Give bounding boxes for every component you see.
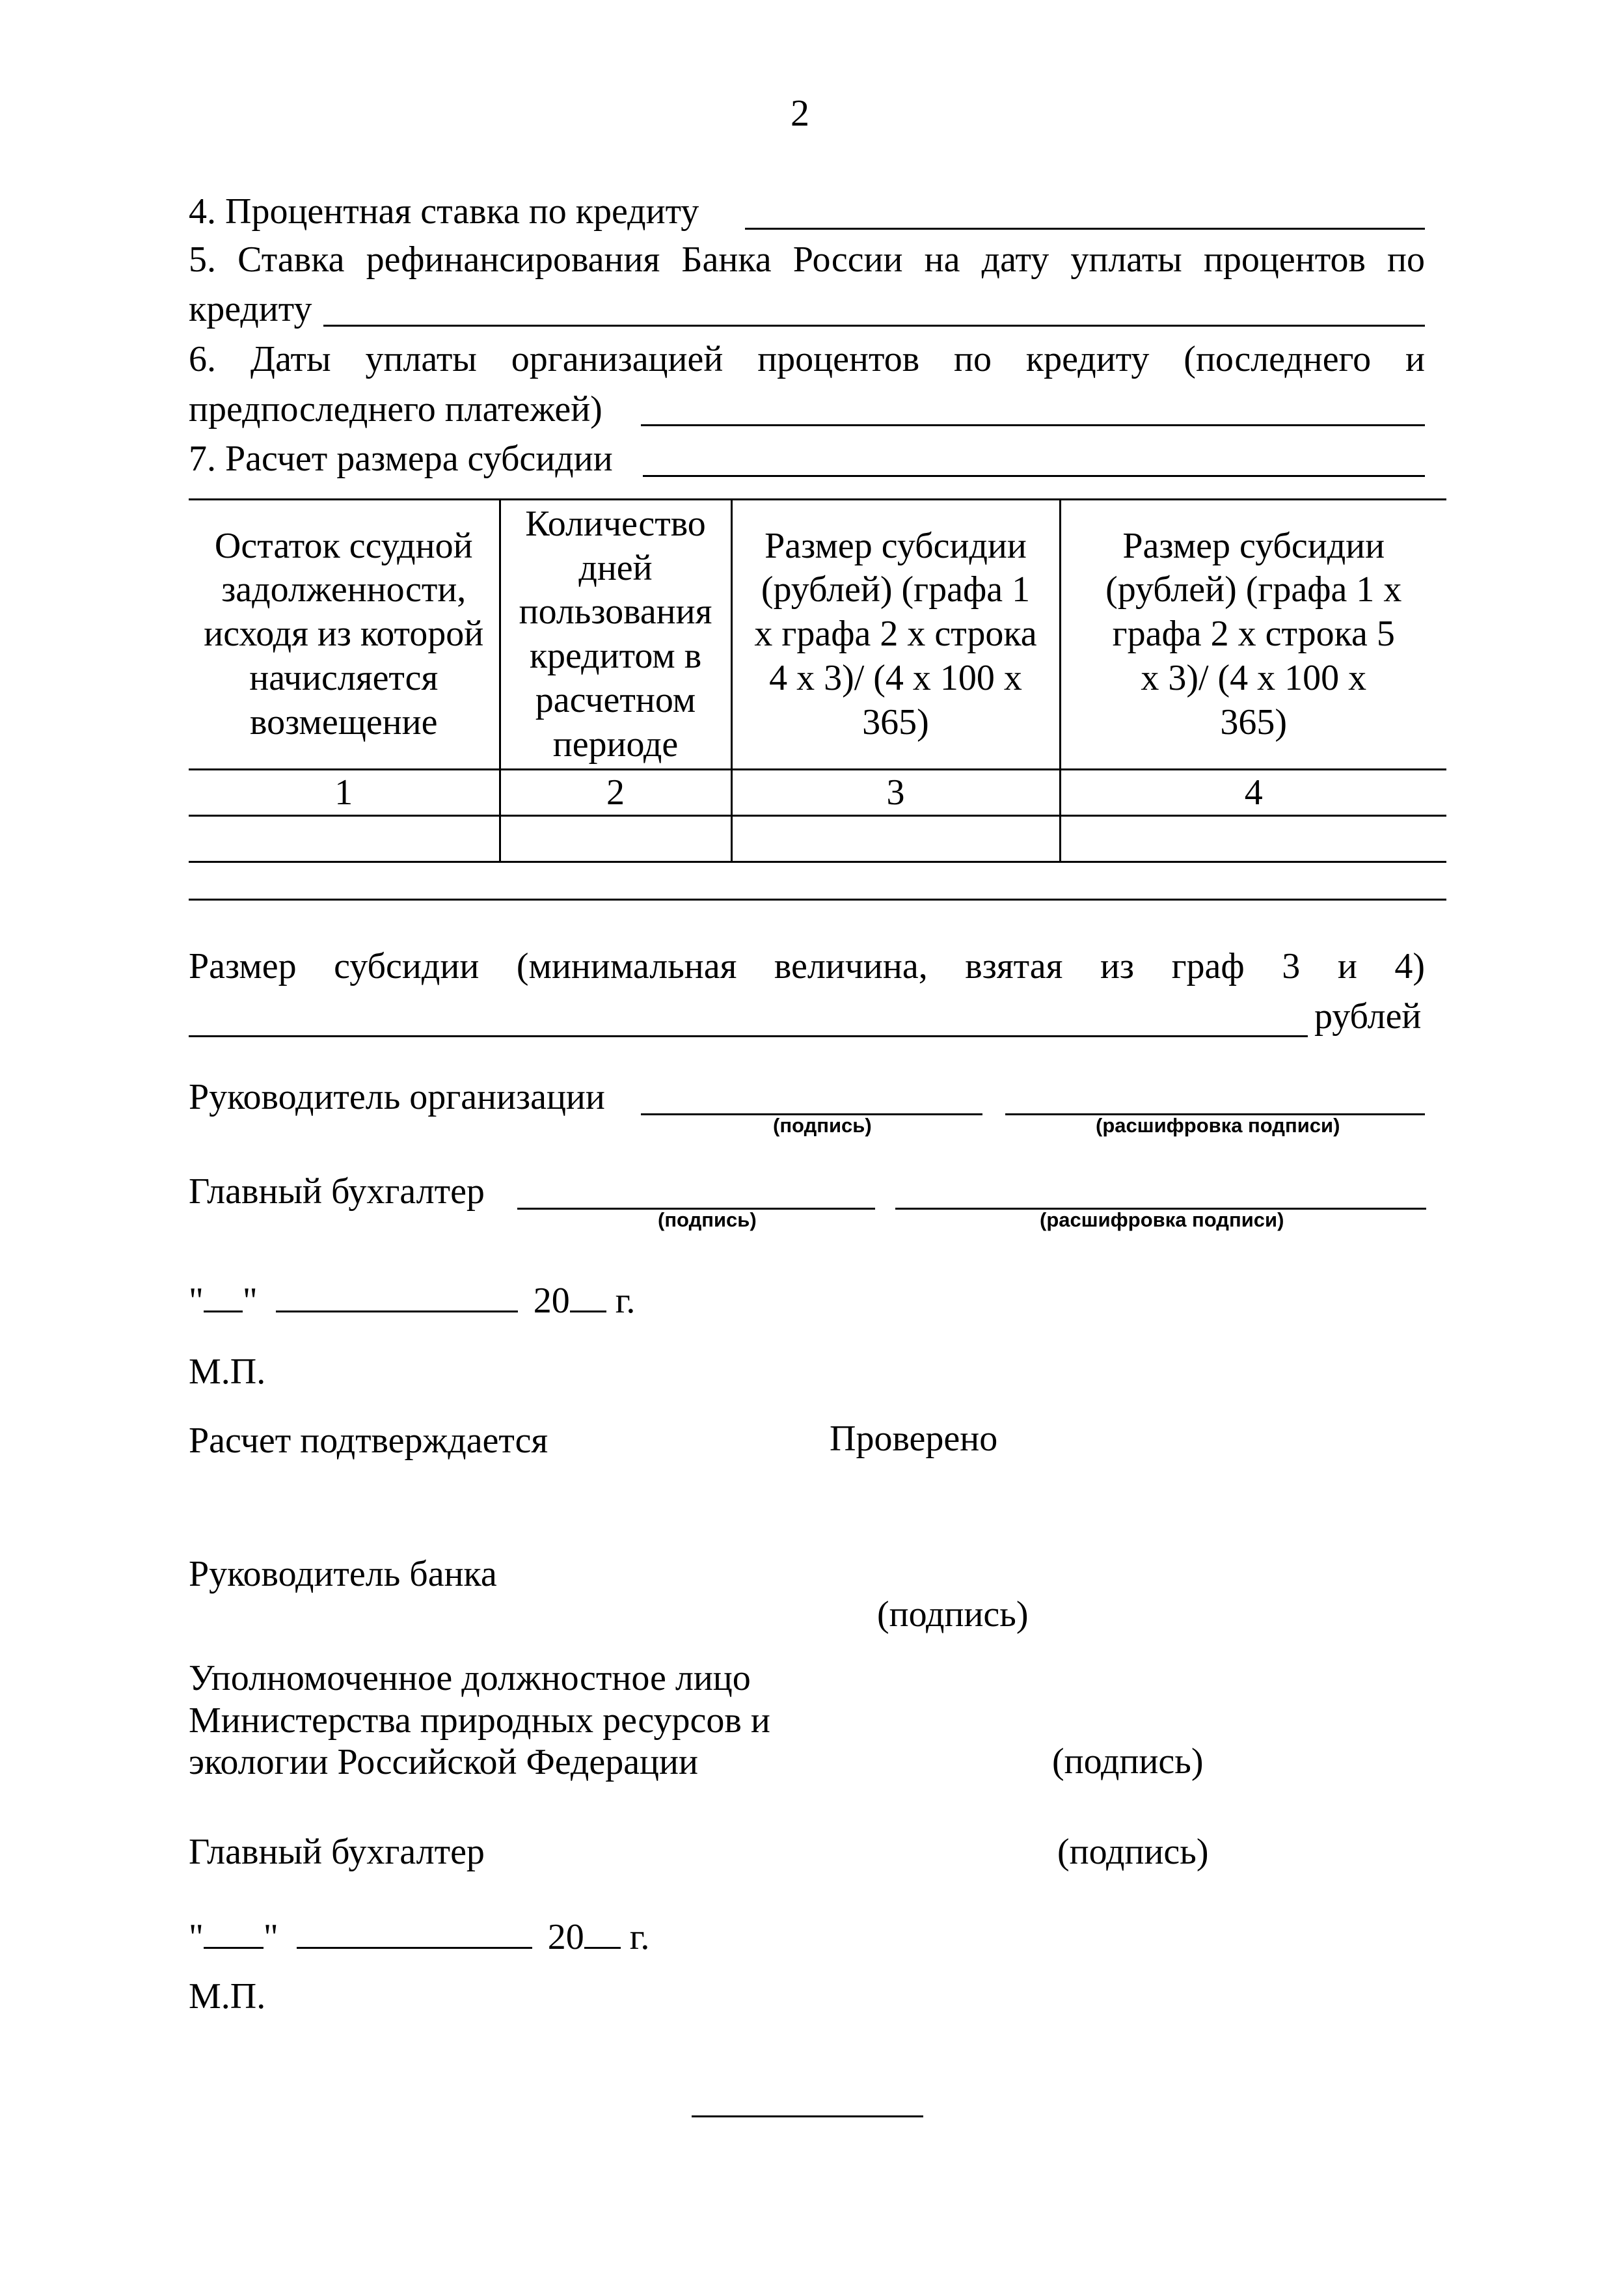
item-4-blank-line bbox=[745, 228, 1425, 230]
item-5-blank-line bbox=[323, 325, 1425, 327]
official-label-line2: Министерства природных ресурсов и bbox=[189, 1700, 770, 1741]
item-5-label-line1: 5. Ставка рефинансирования Банка России на дату уплаты процентов по bbox=[189, 239, 1425, 280]
item-7-label: 7. Расчет размера субсидии bbox=[189, 439, 613, 479]
table-extra-rule bbox=[189, 899, 1446, 901]
column-number-cell: 1 bbox=[189, 770, 500, 816]
page-number: 2 bbox=[791, 92, 809, 134]
bank-head-label: Руководитель банка bbox=[189, 1554, 497, 1594]
table-row bbox=[189, 816, 1446, 862]
item-5-label-line2: кредиту bbox=[189, 289, 312, 329]
column-number-cell: 2 bbox=[500, 770, 731, 816]
year-suffix: г. bbox=[629, 1917, 650, 1957]
table-cell[interactable] bbox=[731, 816, 1060, 862]
table-cell[interactable] bbox=[1060, 816, 1446, 862]
year-prefix: 20 bbox=[533, 1281, 570, 1321]
checked-label: Проверено bbox=[830, 1419, 998, 1459]
item-6-blank-line bbox=[641, 424, 1425, 426]
table-cell[interactable] bbox=[500, 816, 731, 862]
closing-rule bbox=[692, 2115, 923, 2117]
day-blank bbox=[204, 1279, 243, 1312]
column-number-cell: 3 bbox=[731, 770, 1060, 816]
item-4-label: 4. Процентная ставка по кредиту bbox=[189, 191, 699, 232]
official-label-line3: экологии Российской Федерации bbox=[189, 1742, 698, 1782]
quote-open: " bbox=[189, 1281, 204, 1321]
org-accountant-decode-caption: (расшифровка подписи) bbox=[1040, 1208, 1284, 1231]
subsidy-amount-label: Размер субсидии (минимальная величина, взятая из граф 3 и 4) bbox=[189, 946, 1425, 986]
header-text-col2: Количество дней пользования кредитом в расчетном периоде bbox=[519, 503, 712, 765]
quote-close: " bbox=[242, 1281, 258, 1321]
table-column-number-row bbox=[189, 770, 1446, 816]
quote-open: " bbox=[189, 1917, 204, 1957]
official-signature-caption: (подпись) bbox=[1052, 1741, 1204, 1782]
day-blank bbox=[204, 1916, 264, 1949]
table-header-cell bbox=[500, 500, 731, 770]
org-accountant-signature-caption: (подпись) bbox=[658, 1208, 757, 1231]
org-head-decode-caption: (расшифровка подписи) bbox=[1096, 1114, 1340, 1137]
date-line-org bbox=[189, 1279, 635, 1322]
year-blank bbox=[584, 1916, 621, 1949]
stamp-label-org: М.П. bbox=[189, 1352, 266, 1392]
date-line-ministry bbox=[189, 1916, 649, 1958]
table-header-cell bbox=[731, 500, 1060, 770]
ministry-accountant-label: Главный бухгалтер bbox=[189, 1832, 485, 1872]
subsidy-calculation-table bbox=[189, 498, 1446, 863]
header-text-col3: Размер субсидии (рублей) (графа 1 х графа 2 х строка 4 х 3)/ (4 х 100 х 365) bbox=[754, 525, 1037, 742]
subsidy-amount-blank-line bbox=[189, 1035, 1308, 1037]
org-head-signature-caption: (подпись) bbox=[773, 1114, 872, 1137]
subsidy-unit: рублей bbox=[1314, 996, 1422, 1037]
ministry-accountant-signature-caption: (подпись) bbox=[1057, 1832, 1209, 1872]
month-blank bbox=[297, 1916, 532, 1949]
column-number-cell: 4 bbox=[1060, 770, 1446, 816]
bank-head-signature-caption: (подпись) bbox=[877, 1594, 1029, 1635]
org-head-label: Руководитель организации bbox=[189, 1077, 605, 1117]
table-cell[interactable] bbox=[189, 816, 500, 862]
year-suffix: г. bbox=[615, 1281, 636, 1321]
stamp-label-ministry: М.П. bbox=[189, 1976, 266, 2017]
year-prefix: 20 bbox=[547, 1917, 584, 1957]
year-blank bbox=[570, 1279, 606, 1312]
table-header-cell bbox=[189, 500, 500, 770]
item-6-label-line2: предпоследнего платежей) bbox=[189, 389, 602, 429]
header-text-col4: Размер субсидии (рублей) (графа 1 х графа 2 х строка 5 х 3)/ (4 х 100 х 365) bbox=[1105, 525, 1402, 742]
table-header-cell bbox=[1060, 500, 1446, 770]
item-6-label-line1: 6. Даты уплаты организацией процентов по кредиту (последнего и bbox=[189, 339, 1425, 379]
header-text-col1: Остаток ссудной задолженности, исходя из которой начисляется возмещение bbox=[204, 525, 484, 742]
item-7-blank-line bbox=[643, 475, 1425, 477]
official-label-line1: Уполномоченное должностное лицо bbox=[189, 1658, 751, 1698]
table-header-row bbox=[189, 500, 1446, 770]
quote-close: " bbox=[263, 1917, 278, 1957]
month-blank bbox=[276, 1279, 518, 1312]
org-accountant-label: Главный бухгалтер bbox=[189, 1171, 485, 1212]
confirmed-label: Расчет подтверждается bbox=[189, 1420, 548, 1461]
